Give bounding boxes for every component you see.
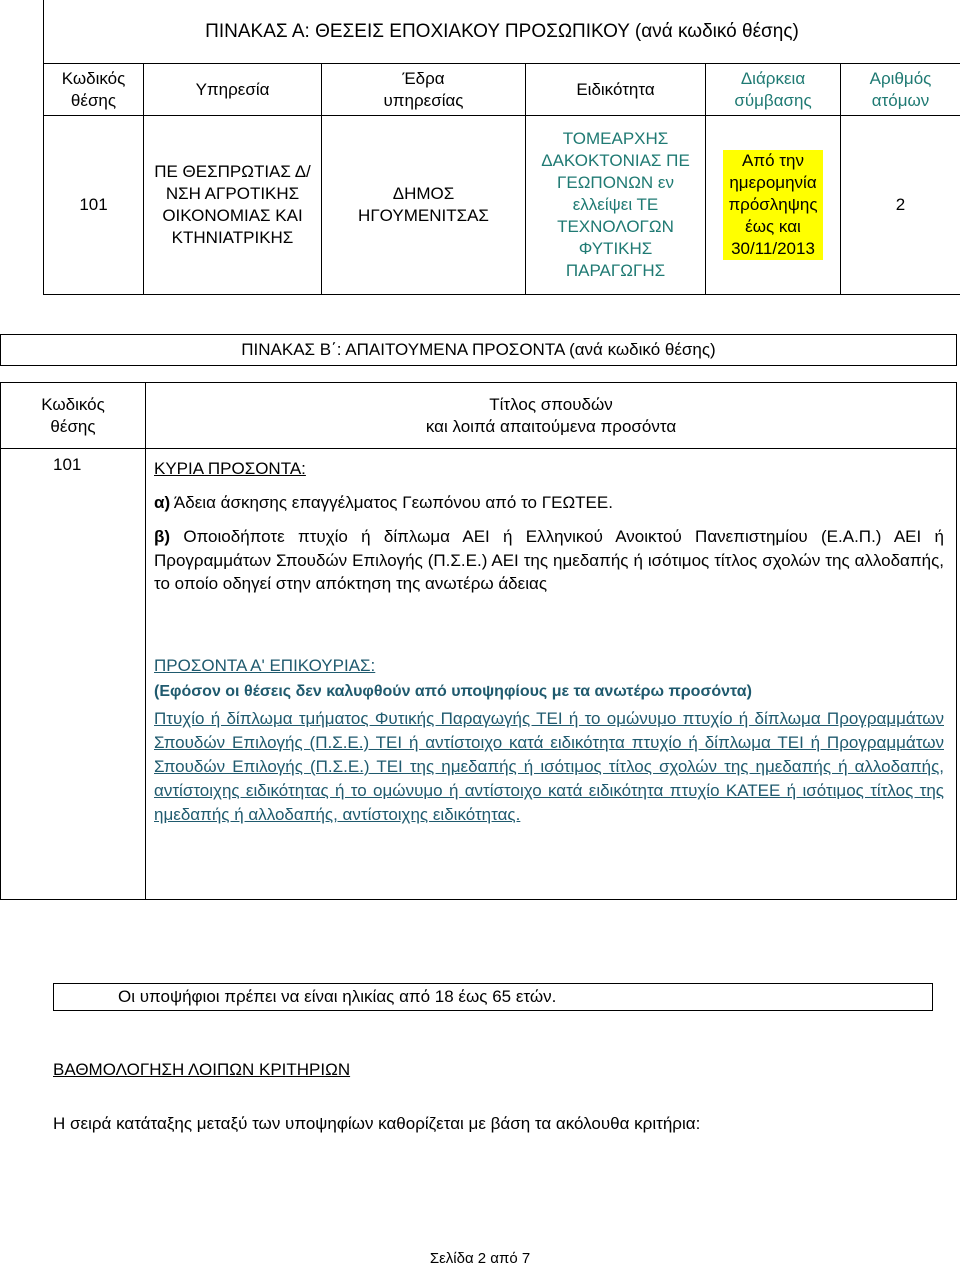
- main-qualifications-heading: ΚΥΡΙΑ ΠΡΟΣΟΝΤΑ:: [154, 459, 306, 478]
- row-persons: 2: [841, 116, 960, 295]
- age-note-box: [53, 983, 933, 1011]
- table-b-header-title: Τίτλος σπουδών και λοιπά απαιτούμενα προσόντα: [146, 383, 956, 449]
- page-number: Σελίδα 2 από 7: [429, 1250, 531, 1267]
- row-specialty: ΤΟΜΕΑΡΧΗΣ ΔΑΚΟΚΤΟΝΙΑΣ ΠΕ ΓΕΩΠΟΝΩΝ εν ελλείψει ΤΕ ΤΕΧΝΟΛΟΓΩΝ ΦΥΤΙΚΗΣ ΠΑΡΑΓΩΓΗΣ: [526, 116, 706, 295]
- table-b: [0, 382, 957, 900]
- row-service: ΠΕ ΘΕΣΠΡΩΤΙΑΣ Δ/ΝΣΗ ΑΓΡΟΤΙΚΗΣ ΟΙΚΟΝΟΜΙΑΣ ΚΑΙ ΚΤΗΝΙΑΤΡΙΚΗΣ: [144, 116, 322, 295]
- auxiliary-qualifications-heading: ΠΡΟΣΟΝΤΑ Α' ΕΠΙΚΟΥΡΙΑΣ:: [154, 656, 376, 675]
- table-b-code: 101: [53, 455, 82, 474]
- row-seat: ΔΗΜΟΣ ΗΓΟΥΜΕΝΙΤΣΑΣ: [322, 116, 526, 295]
- criteria-intro: Η σειρά κατάταξης μεταξύ των υποψηφίων καθορίζεται με βάση τα ακόλουθα κριτήρια:: [53, 1114, 701, 1133]
- table-a-title: [44, 0, 960, 64]
- table-b-header-code: Κωδικός θέσης: [1, 383, 146, 449]
- table-b-content: [146, 449, 956, 899]
- table-b-title: ΠΙΝΑΚΑΣ Β΄: ΑΠΑΙΤΟΥΜΕΝΑ ΠΡΟΣΟΝΤΑ (ανά κωδικό θέσης): [0, 334, 957, 366]
- table-b-code-cell: [1, 449, 146, 899]
- auxiliary-qualification-text: Πτυχίο ή δίπλωμα τμήματος Φυτικής Παραγωγής ΤΕΙ ή το ομώνυμο πτυχίο ή δίπλωμα Προγραμμάτων Σπουδών Επιλογής (Π.Σ.Ε.) ΤΕΙ ή αντίστοιχο κατά ειδικότητα πτυχίο ή δίπλωμα ΤΕΙ ή Προγραμμάτων Σπουδών Επιλογής (Π.Σ.Ε.) ΤΕΙ της ημεδαπής ή ισότιμος τίτλος σχολών της ημεδαπής ή αλλοδαπής, αντίστοιχης ειδικότητας ή το ομώνυμο ή αντίστοιχο κατά ειδικότητα πτυχίο ΚΑΤΕΕ ή ισότιμος τίτλος της ημεδαπής ή αλλοδαπής, αντίστοιχης ειδικότητας.: [154, 709, 944, 824]
- auxiliary-condition: (Εφόσον οι θέσεις δεν καλυφθούν από υποψηφίους με τα ανωτέρω προσόντα): [154, 683, 752, 700]
- table-a: [43, 0, 960, 295]
- qualification-a: α) Άδεια άσκησης επαγγέλματος Γεωπόνου από το ΓΕΩΤΕΕ.: [154, 493, 613, 512]
- row-code: 101: [44, 116, 144, 295]
- header-service: Υπηρεσία: [144, 64, 322, 116]
- age-note: Οι υποψήφιοι πρέπει να είναι ηλικίας από 18 έως 65 ετών.: [118, 987, 557, 1006]
- qualification-b: β) Οποιοδήποτε πτυχίο ή δίπλωμα ΑΕΙ ή Ελληνικού Ανοικτού Πανεπιστημίου (Ε.Α.Π.) ΑΕΙ ή Προγραμμάτων Σπουδών Επιλογής (Π.Σ.Ε.) ΑΕΙ της ημεδαπής ή ισότιμος τίτλος σχολών της αλλοδαπής, το οποίο οδηγεί στην απόκτηση της ανωτέρω άδειας: [154, 527, 944, 593]
- row-duration: Από την ημερομηνία πρόσληψης έως και 30/11/2013: [706, 116, 841, 295]
- header-code: Κωδικός θέσης: [44, 64, 144, 116]
- table-a-title-text: ΠΙΝΑΚΑΣ Α: ΘΕΣΕΙΣ ΕΠΟΧΙΑΚΟΥ ΠΡΟΣΩΠΙΚΟΥ (ανά κωδικό θέσης): [205, 20, 799, 42]
- criteria-heading: ΒΑΘΜΟΛΟΓΗΣΗ ΛΟΙΠΩΝ ΚΡΙΤΗΡΙΩΝ: [53, 1060, 351, 1079]
- header-specialty: Ειδικότητα: [526, 64, 706, 116]
- header-seat: Έδρα υπηρεσίας: [322, 64, 526, 116]
- header-duration: Διάρκεια σύμβασης: [706, 64, 841, 116]
- header-persons: Αριθμός ατόμων: [841, 64, 960, 116]
